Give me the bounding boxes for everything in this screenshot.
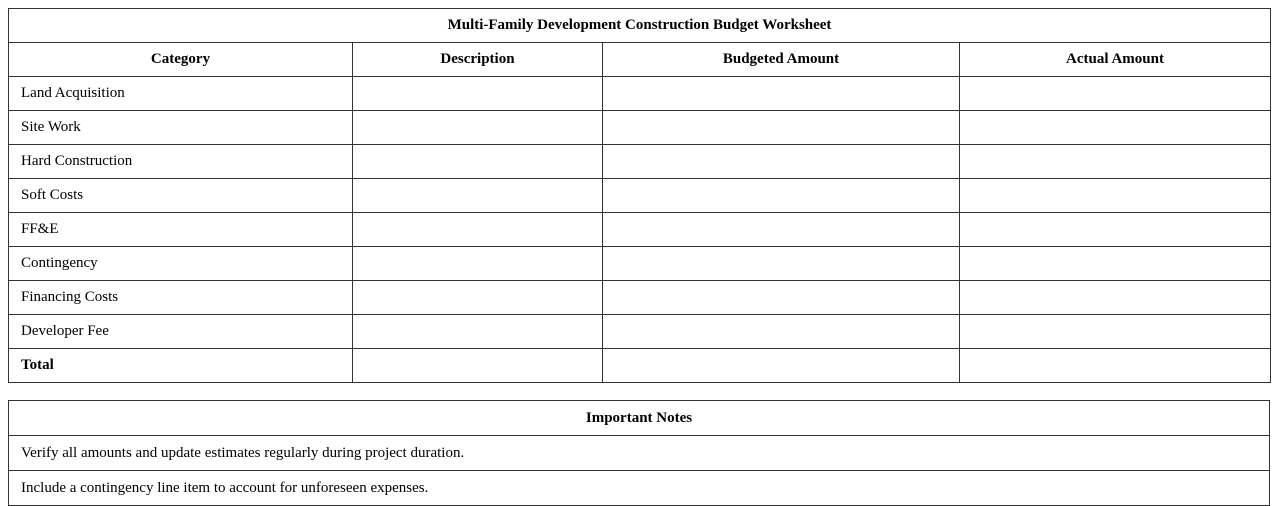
actual-amount-cell[interactable] [960,111,1271,145]
actual-amount-cell[interactable] [960,247,1271,281]
actual-amount-cell[interactable] [960,315,1271,349]
budgeted-amount-cell[interactable] [603,315,960,349]
description-cell[interactable] [353,315,603,349]
header-description: Description [353,43,603,77]
category-cell: Site Work [9,111,353,145]
category-cell: Hard Construction [9,145,353,179]
total-description-cell[interactable] [353,349,603,383]
table-row [9,247,1271,281]
table-row [9,179,1271,213]
budget-body [9,77,1271,349]
budget-table [8,8,1271,383]
category-cell: Developer Fee [9,315,353,349]
table-row [9,213,1271,247]
budgeted-amount-cell[interactable] [603,111,960,145]
table-row [9,281,1271,315]
note-row [9,471,1270,506]
budget-header-row [9,43,1271,77]
budgeted-amount-cell[interactable] [603,247,960,281]
budgeted-amount-cell[interactable] [603,77,960,111]
budgeted-amount-cell[interactable] [603,145,960,179]
actual-amount-cell[interactable] [960,281,1271,315]
table-row [9,315,1271,349]
total-budgeted-cell[interactable] [603,349,960,383]
description-cell[interactable] [353,281,603,315]
budgeted-amount-cell[interactable] [603,281,960,315]
notes-body [9,436,1270,506]
budget-worksheet [8,8,1270,506]
header-budgeted-amount: Budgeted Amount [603,43,960,77]
header-actual-amount: Actual Amount [960,43,1271,77]
actual-amount-cell[interactable] [960,145,1271,179]
category-cell: FF&E [9,213,353,247]
actual-amount-cell[interactable] [960,213,1271,247]
notes-title-row [9,401,1270,436]
notes-title: Important Notes [9,401,1270,436]
description-cell[interactable] [353,77,603,111]
note-text: Verify all amounts and update estimates regularly during project duration. [9,436,1270,471]
actual-amount-cell[interactable] [960,179,1271,213]
budgeted-amount-cell[interactable] [603,213,960,247]
table-row [9,77,1271,111]
category-cell: Land Acquisition [9,77,353,111]
description-cell[interactable] [353,145,603,179]
table-row [9,111,1271,145]
description-cell[interactable] [353,111,603,145]
note-row [9,436,1270,471]
category-cell: Soft Costs [9,179,353,213]
category-cell: Financing Costs [9,281,353,315]
total-row [9,349,1271,383]
table-row [9,145,1271,179]
budget-title-row [9,9,1271,43]
header-category: Category [9,43,353,77]
budgeted-amount-cell[interactable] [603,179,960,213]
budget-title: Multi-Family Development Construction Budget Worksheet [9,9,1271,43]
notes-table [8,400,1270,506]
total-label: Total [9,349,353,383]
description-cell[interactable] [353,213,603,247]
description-cell[interactable] [353,179,603,213]
category-cell: Contingency [9,247,353,281]
description-cell[interactable] [353,247,603,281]
total-actual-cell[interactable] [960,349,1271,383]
note-text: Include a contingency line item to account for unforeseen expenses. [9,471,1270,506]
actual-amount-cell[interactable] [960,77,1271,111]
